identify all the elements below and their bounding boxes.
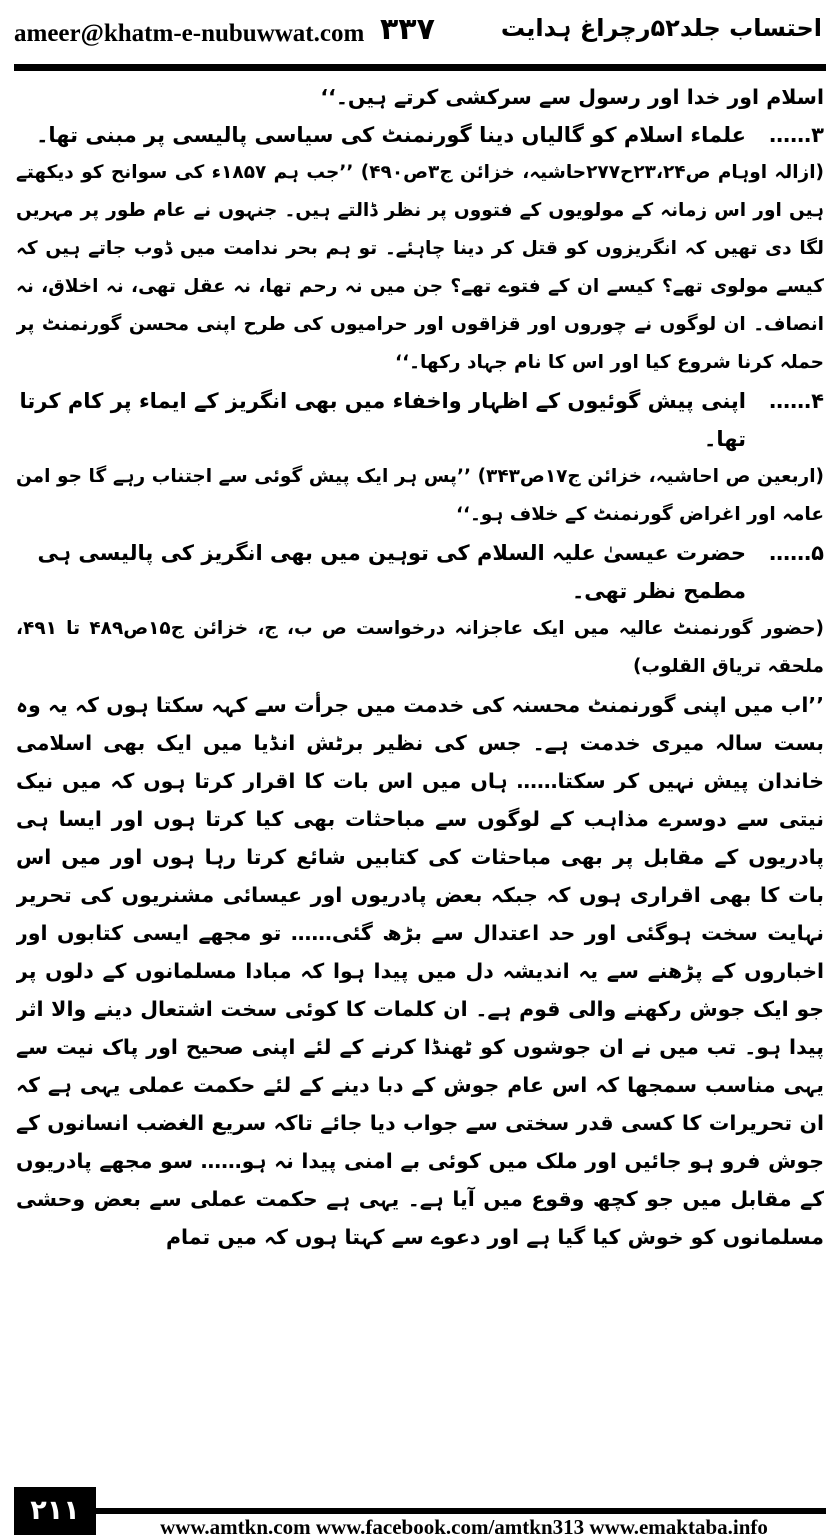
claim-3 (16, 116, 824, 154)
header-book-title: احتساب جلد۵۲رچراغ ہدایت (500, 14, 822, 42)
reference-4: (اربعین ص احاشیہ، خزائن ج۱۷ص۳۴۳) ’’پس ہر ایک پیش گوئی سے اجتناب رہے گا جو امن عامہ اور اغراض گورنمنٹ کے خلاف ہو۔‘‘ (16, 466, 824, 525)
quote-continuation: اسلام اور خدا اور رسول سے سرکشی کرتے ہیں۔‘‘ (320, 85, 824, 109)
header-page-number: ۳۳۷ (380, 12, 435, 47)
claim-4-number: ۴…… (769, 389, 824, 413)
page-body (16, 78, 824, 1478)
claim-3-number: ۳…… (769, 123, 824, 147)
reference-3: (ازالہ اوہام ص۲۳،۲۴ح۲۷۷حاشیہ، خزائن ج۳ص۴۹۰) ’’جب ہم ۱۸۵۷ء کی سوانح کو دیکھتے ہیں اور اس زمانہ کے مولویوں کے فتووں پر نظر ڈالتے ہیں۔ جنہوں نے عام طور پر مہریں لگا دی تھیں کہ انگریزوں کو قتل کر دینا چاہئے۔ تو ہم بحر ندامت میں ڈوب جاتے ہیں کہ کیسے مولوی تھے؟ کیسے ان کے فتوے تھے؟ جن میں نہ رحم تھا، نہ عقل تھی، نہ اخلاق، نہ انصاف۔ ان لوگوں نے چوروں اور قزاقوں اور حرامیوں کی طرح اپنی محسن گورنمنٹ پر حملہ کرنا شروع کیا اور اس کا نام جہاد رکھا۔‘‘ (16, 162, 824, 373)
page-footer (0, 1482, 840, 1540)
footer-page-number: ۲۱۱ (14, 1487, 96, 1535)
header-rule (14, 64, 826, 71)
main-quote: ’’اب میں اپنی گورنمنٹ محسنہ کی خدمت میں جرأت سے کہہ سکتا ہوں کہ یہ وہ بست سالہ میری خدمت ہے۔ جس کی نظیر برٹش انڈیا میں ایک بھی اسلامی خاندان پیش نہیں کر سکتا…… ہاں میں اس بات کا اقرار کرتا ہوں کہ میں نیک نیتی سے دوسرے مذاہب کے لوگوں سے مباحثات بھی کیا کرتا ہوں اور ایسا ہی پادریوں کے مقابل پر بھی مباحثات کی کتابیں شائع کرتا رہا ہوں اور میں اس بات کا بھی اقراری ہوں کہ جبکہ بعض پادریوں اور عیسائی مشنریوں کی تحریر نہایت سخت ہوگئی اور حد اعتدال سے بڑھ گئی…… تو مجھے ایسی کتابوں اور اخباروں کے پڑھنے سے یہ اندیشہ دل میں پیدا ہوا کہ مبادا مسلمانوں کے دلوں پر جو ایک جوش رکھنے والی قوم ہے۔ ان کلمات کا کوئی سخت اشتعال دینے والا اثر پیدا ہو۔ تب میں نے ان جوشوں کو ٹھنڈا کرنے کے لئے اپنی صحیح اور پاک نیت سے یہی مناسب سمجھا کہ اس عام جوش کے دبا دینے کے لئے حکمت عملی یہی ہے کہ ان تحریرات کا کسی قدر سختی سے جواب دیا جائے تاکہ سریع الغضب انسانوں کے جوش فرو ہو جائیں اور ملک میں کوئی بے امنی پیدا نہ ہو…… سو مجھے پادریوں کے مقابل میں جو کچھ وقوع میں آیا ہے۔ یہی ہے حکمت عملی سے بعض وحشی مسلمانوں کو خوش کیا گیا ہے اور دعوے سے کہتا ہوں کہ میں تمام (16, 693, 824, 1249)
reference-5: (حضور گورنمنٹ عالیہ میں ایک عاجزانہ درخواست ص ب، ج، خزائن ج۱۵ص۴۸۹ تا ۴۹۱، ملحقہ تریاق القلوب) (16, 618, 824, 677)
claim-4 (16, 382, 824, 458)
claim-3-text: علماء اسلام کو گالیاں دینا گورنمنٹ کی سیاسی پالیسی پر مبنی تھا۔ (36, 123, 746, 147)
claim-5 (16, 534, 824, 610)
footer-links: www.amtkn.com www.facebook.com/amtkn313 www.emaktaba.info (160, 1515, 768, 1539)
claim-4-text: اپنی پیش گوئیوں کے اظہار واخفاء میں بھی انگریز کے ایماء پر کام کرتا تھا۔ (19, 389, 746, 451)
footer-rule (14, 1508, 826, 1514)
claim-5-number: ۵…… (769, 541, 824, 565)
claim-5-text: حضرت عیسیٰ علیہ السلام کی توہین میں بھی انگریز کی پالیسی ہی مطمح نظر تھی۔ (37, 541, 746, 603)
header-email: ameer@khatm-e-nubuwwat.com (14, 20, 365, 47)
page-header (0, 0, 840, 62)
